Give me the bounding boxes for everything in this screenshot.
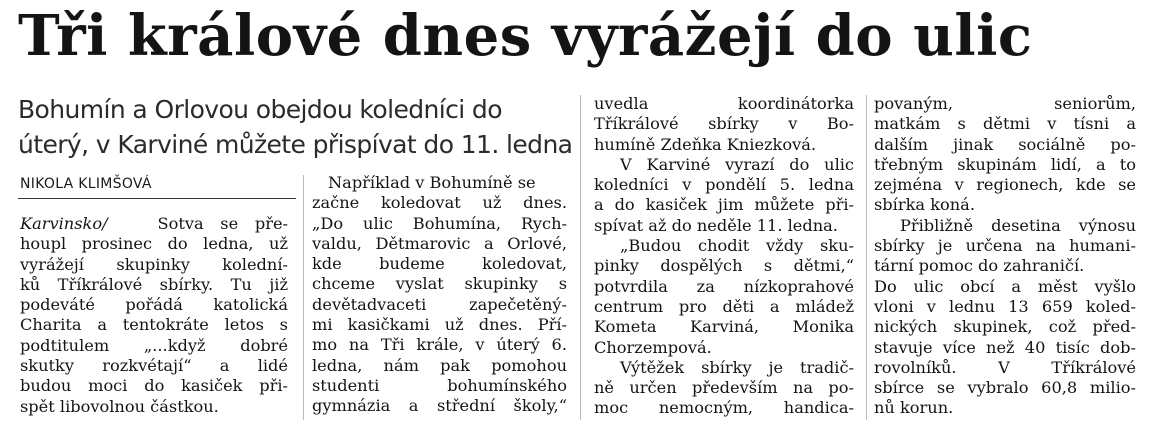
text-line: vyrážejí skupinky kolední-	[20, 254, 288, 274]
text-line: sbírky je určena na humani-	[874, 236, 1136, 256]
text-line: Výtěžek sbírky je tradič-	[620, 357, 854, 377]
text-line: podeváté pořádá katolická	[20, 295, 288, 315]
subtitle	[18, 92, 578, 162]
text-line: pinky dospělých s dětmi,“	[594, 256, 854, 276]
text-line: podtitulem „...když dobré	[20, 335, 288, 355]
text-line: kde budeme koledovat,	[312, 254, 567, 274]
text-line: nů korun.	[874, 398, 954, 418]
column-1	[20, 214, 288, 417]
text-line: budou moci do kasiček při-	[20, 376, 288, 396]
column-divider	[866, 95, 867, 420]
text-line: nických skupinek, což před-	[874, 317, 1136, 337]
text-line: devětadvaceti zapečetěný-	[312, 294, 567, 314]
text-line: „Do ulic Bohumína, Rych-	[312, 213, 567, 233]
text-line: Do ulic obcí a měst vyšlo	[874, 276, 1136, 296]
text-line: centrum pro děti a mládež	[594, 296, 854, 316]
text-line: spět libovolnou částkou.	[20, 396, 219, 416]
text-line: stavuje více než 40 tisíc dob-	[874, 337, 1136, 357]
text-line: rovolníků. V Tříkrálové	[874, 357, 1136, 377]
text-line: povaným, seniorům,	[874, 94, 1136, 113]
text-line: gymnázia a střední školy,“	[312, 396, 567, 416]
text-line: humíně Zdeňka Kniezková.	[594, 134, 817, 154]
dateline-place: Karvinsko/	[20, 214, 108, 233]
text-line: Chorzempová.	[594, 337, 712, 357]
text-line: tární pomoc do zahraničí.	[874, 256, 1085, 276]
text-line: valdu, Dětmarovic a Orlové,	[312, 233, 567, 253]
text-line: začne koledovat už dnes.	[312, 193, 567, 213]
text-line: Kometa Karviná, Monika	[594, 317, 854, 337]
text-line	[20, 214, 288, 234]
text-line: chceme vyslat skupinky s	[312, 274, 567, 294]
text-line: spívat až do neděle 11. ledna.	[594, 215, 838, 235]
text-line: skutky rozkvétají“ a lidé	[20, 356, 288, 376]
subtitle-line: Bohumín a Orlovou obejdou koledníci do	[18, 95, 502, 124]
column-3	[594, 94, 854, 419]
column-divider	[303, 175, 304, 420]
text-line: houpl prosinec do ledna, už	[20, 234, 288, 254]
text-fragment: Sotva se pře-	[157, 214, 288, 233]
author-byline: NIKOLA KLIMŠOVÁ	[20, 176, 152, 192]
text-line: ledna, nám pak pomohou	[312, 355, 567, 375]
text-line: a do kasiček jim můžete při-	[594, 195, 854, 215]
text-line: mo na Tři krále, v úterý 6.	[312, 335, 567, 355]
text-line: třebným skupinám lidí, a to	[874, 154, 1136, 174]
text-line: Tříkrálové sbírky v Bo-	[594, 114, 854, 134]
text-line: moc nemocným, handica-	[594, 398, 854, 418]
text-line: sbírka koná.	[874, 195, 975, 215]
text-line: koledníci v pondělí 5. ledna	[594, 175, 854, 195]
text-line: Přibližně desetina výnosu	[900, 215, 1136, 235]
text-line: studenti bohumínského	[312, 375, 567, 395]
subtitle-line: úterý, v Karviné můžete přispívat do 11. ledna	[18, 130, 573, 159]
text-line: ků Tříkrálové sbírky. Tu již	[20, 274, 288, 294]
text-line: matkám s dětmi v tísni a	[874, 114, 1136, 134]
text-line: uvedla koordinátorka	[594, 94, 854, 113]
text-line: mi kasičkami už dnes. Pří-	[312, 315, 567, 335]
text-line: ně určen především na po-	[594, 378, 854, 398]
text-line: sbírce se vybralo 60,8 milio-	[874, 378, 1136, 398]
column-4	[874, 94, 1136, 419]
column-2	[312, 173, 567, 417]
text-line: Charita a tentokráte letos s	[20, 315, 288, 335]
column-divider	[580, 95, 581, 420]
text-line: vloni v lednu 13 659 koled-	[874, 296, 1136, 316]
text-line: zejména v regionech, kde se	[874, 175, 1136, 195]
headline: Tři králové dnes vyrážejí do ulic	[18, 3, 1033, 69]
text-line: V Karviné vyrazí do ulic	[620, 154, 854, 174]
text-line: „Budou chodit vždy sku-	[620, 236, 854, 256]
text-line: dalším jinak sociálně po-	[874, 134, 1136, 154]
byline-rule	[18, 198, 296, 199]
text-line: Například v Bohumíně se	[328, 173, 536, 192]
text-line: potvrdila za nízkoprahové	[594, 276, 854, 296]
